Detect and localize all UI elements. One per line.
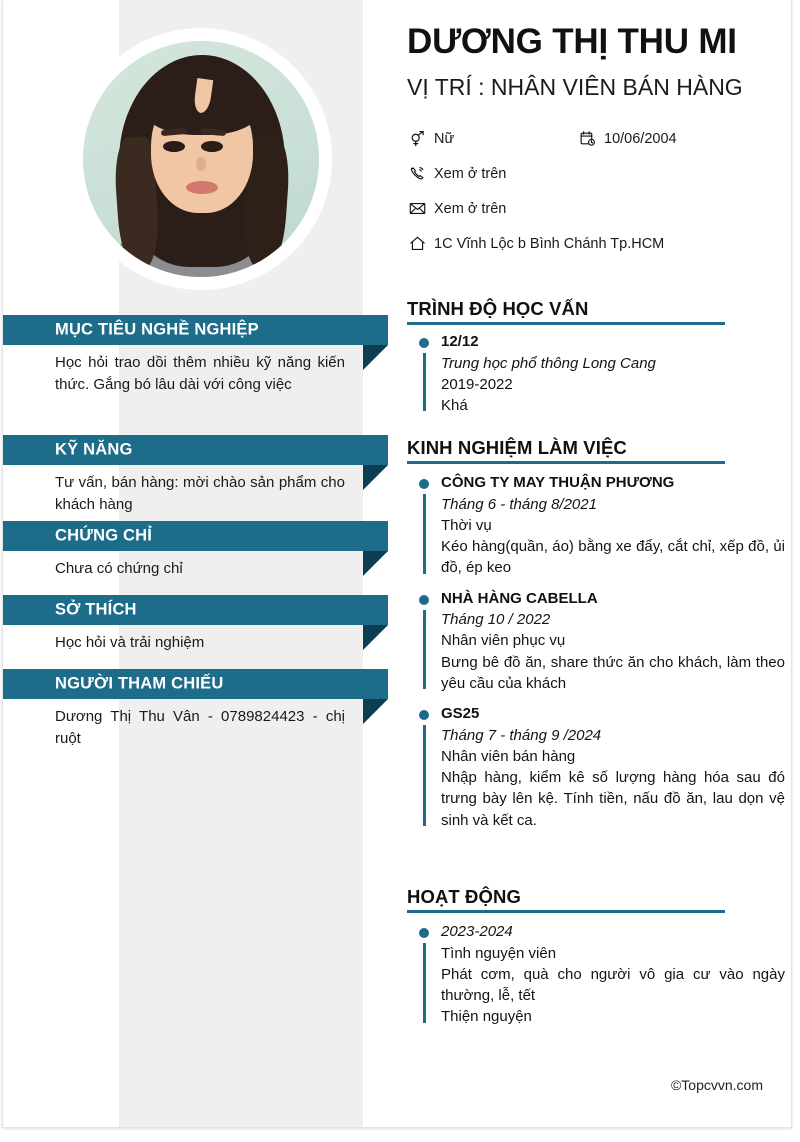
- contact-row: [409, 200, 789, 235]
- home-icon: [409, 235, 426, 252]
- experience-period: Tháng 7 - tháng 9 /2024: [441, 726, 602, 744]
- calendar-icon: [579, 130, 596, 147]
- timeline-bullet-icon: [419, 928, 429, 938]
- education-years: 2019-2022: [441, 375, 513, 393]
- sidebar-section-title: KỸ NĂNG: [55, 440, 133, 459]
- sidebar-section-title: NGƯỜI THAM CHIẾU: [55, 674, 224, 693]
- avatar: [70, 28, 332, 290]
- sidebar-section-header-interests: [3, 595, 388, 625]
- sidebar-section-body-skills: Tư vấn, bán hàng: mời chào sản phẩm cho khách hàng: [55, 474, 345, 514]
- experience-description: Nhập hàng, kiểm kê số lượng hàng hóa sau đó trưng bày lên kệ. Tính tiền, nấu đồ ăn, lau dọn vệ sinh và kết ca.: [441, 769, 785, 829]
- contact-row: [409, 235, 789, 270]
- birthday-value: 10/06/2004: [604, 130, 677, 147]
- education-degree: 12/12: [441, 333, 479, 351]
- experience-period: Tháng 6 - tháng 8/2021: [441, 495, 597, 513]
- education-grade: Khá: [441, 397, 468, 415]
- phone-icon: [409, 165, 426, 182]
- section-education: [407, 298, 785, 416]
- experience-role: Nhân viên phục vụ: [441, 632, 566, 650]
- ribbon-fold: [363, 625, 388, 650]
- experience-entry: [407, 703, 785, 831]
- timeline-line: [423, 610, 426, 689]
- contact-email: [409, 200, 579, 217]
- section-title: HOẠT ĐỘNG: [407, 886, 521, 907]
- experience-company: CÔNG TY MAY THUẬN PHƯƠNG: [441, 474, 675, 492]
- sidebar-section-title: CHỨNG CHỈ: [55, 526, 153, 545]
- footer-credit: ©Topcvvn.com: [670, 1077, 763, 1093]
- experience-description: Bưng bê đồ ăn, share thức ăn cho khách, làm theo yêu cầu của khách: [441, 653, 785, 692]
- gender-value: Nữ: [434, 130, 455, 147]
- contact-row: [409, 130, 789, 165]
- email-value: Xem ở trên: [434, 200, 507, 217]
- sidebar-section-body-career-objective: Học hỏi trao dồi thêm nhiều kỹ năng kiến thức. Gắng bó lâu dài với công việc: [55, 354, 345, 394]
- sidebar-section-header-references: [3, 669, 388, 699]
- ribbon-fold: [363, 551, 388, 576]
- contact-address: [409, 235, 664, 252]
- timeline-line: [423, 494, 426, 573]
- ribbon-fold: [363, 345, 388, 370]
- contact-gender: [409, 130, 579, 147]
- cv-sheet: [2, 0, 792, 1128]
- sidebar-section-body-interests: Học hỏi và trải nghiệm: [55, 634, 205, 651]
- experience-role: Nhân viên bán hàng: [441, 747, 576, 765]
- sidebar-section-header-career-objective: [3, 315, 388, 345]
- section-rule: [407, 322, 725, 325]
- section-title: KINH NGHIỆM LÀM VIỆC: [407, 437, 627, 458]
- activity-description: Phát cơm, quà cho người vô gia cư vào ngày thường, lễ, tết: [441, 965, 785, 1005]
- experience-entry: [407, 472, 785, 578]
- section-rule: [407, 910, 725, 913]
- sidebar-section-title: SỞ THÍCH: [55, 600, 137, 619]
- activity-extra: Thiện nguyện: [441, 1008, 532, 1026]
- contact-row: [409, 165, 789, 200]
- timeline-line: [423, 725, 426, 826]
- activity-period: 2023-2024: [441, 923, 513, 941]
- sidebar-section-body-certificates: Chưa có chứng chỉ: [55, 560, 183, 577]
- sidebar-section-body-references: Dương Thị Thu Vân - 0789824423 - chị ruột: [55, 708, 345, 748]
- experience-company: NHÀ HÀNG CABELLA: [441, 589, 598, 607]
- timeline-bullet-icon: [419, 595, 429, 605]
- job-title: VỊ TRÍ : NHÂN VIÊN BÁN HÀNG: [407, 74, 743, 100]
- sidebar-section-title: MỤC TIÊU NGHỀ NGHIỆP: [55, 320, 259, 339]
- timeline-bullet-icon: [419, 338, 429, 348]
- experience-period: Tháng 10 / 2022: [441, 611, 551, 629]
- section-activities: [407, 886, 785, 1028]
- experience-role: Thời vụ: [441, 516, 492, 534]
- email-icon: [409, 200, 426, 217]
- sidebar-section-header-skills: [3, 435, 388, 465]
- experience-description: Kéo hàng(quần, áo) bằng xe đẩy, cắt chỉ, xếp đồ, ủi đồ, ép keo: [441, 538, 785, 577]
- contact-birthday: [579, 130, 677, 147]
- section-experience: [407, 437, 785, 831]
- ribbon-fold: [363, 699, 388, 724]
- section-title: TRÌNH ĐỘ HỌC VẤN: [407, 298, 589, 319]
- education-school: Trung học phổ thông Long Cang: [441, 354, 656, 372]
- phone-value: Xem ở trên: [434, 165, 507, 182]
- sidebar-section-header-certificates: [3, 521, 388, 551]
- contact-info: [409, 130, 789, 270]
- avatar-photo: [83, 41, 319, 277]
- page-title: DƯƠNG THỊ THU MI: [407, 22, 737, 61]
- section-rule: [407, 461, 725, 464]
- gender-icon: [409, 130, 426, 147]
- timeline-line: [423, 943, 426, 1022]
- activity-role: Tình nguyện viên: [441, 944, 557, 962]
- timeline-bullet-icon: [419, 710, 429, 720]
- address-value: 1C Vĩnh Lộc b Bình Chánh Tp.HCM: [434, 235, 665, 252]
- experience-entry: [407, 588, 785, 694]
- ribbon-fold: [363, 465, 388, 490]
- activity-entry: [407, 921, 785, 1027]
- timeline-line: [423, 353, 426, 411]
- experience-company: GS25: [441, 705, 480, 723]
- education-entry: [407, 331, 785, 416]
- contact-phone: [409, 165, 579, 182]
- timeline-bullet-icon: [419, 479, 429, 489]
